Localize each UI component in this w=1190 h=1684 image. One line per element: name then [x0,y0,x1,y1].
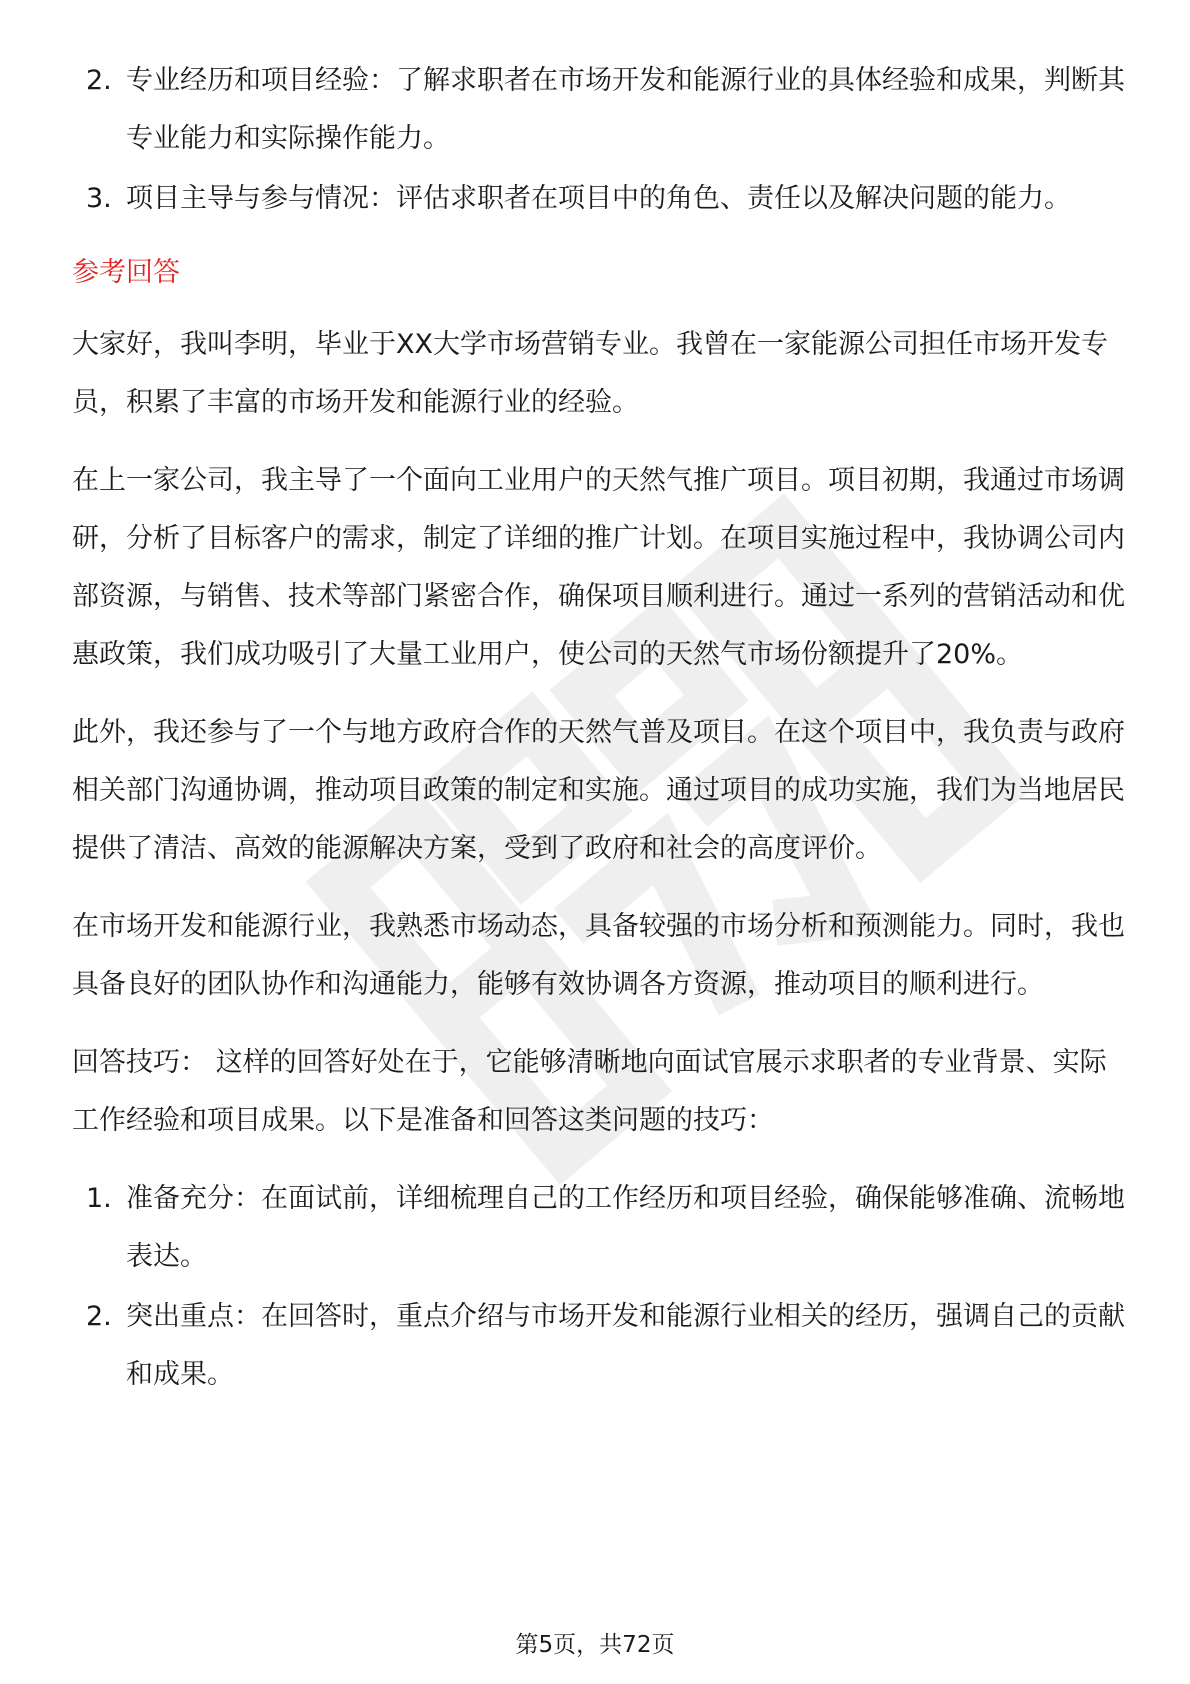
list-item [72,1288,1132,1404]
paragraph: 大家好，我叫李明，毕业于XX大学市场营销专业。我曾在一家能源公司担任市场开发专员，积累了丰富的市场开发和能源行业的经验。 [72,329,1108,418]
list-item [72,52,1132,168]
list-item-text: 突出重点：在回答时，重点介绍与市场开发和能源行业相关的经历，强调自己的贡献和成果。 [126,1301,1125,1390]
page-footer: 第5页，共72页 [515,1632,675,1658]
paragraph-answer-tips: 回答技巧： 这样的回答好处在于，它能够清晰地向面试官展示求职者的专业背景、实际工作经验和项目成果。以下是准备和回答这类问题的技巧： [72,1047,1107,1136]
tips-list [72,1170,1132,1404]
list-item [72,1170,1132,1286]
paragraph: 此外，我还参与了一个与地方政府合作的天然气普及项目。在这个项目中，我负责与政府相关部门沟通协调，推动项目政策的制定和实施。通过项目的成功实施，我们为当地居民提供了清洁、高效的能源解决方案，受到了政府和社会的高度评价。 [72,717,1125,864]
list-item [72,170,1132,228]
list-number: 3. [86,183,112,214]
list-item-text: 准备充分：在面试前，详细梳理自己的工作经历和项目经验，确保能够准确、流畅地表达。 [126,1183,1125,1272]
paragraph: 在市场开发和能源行业，我熟悉市场动态，具备较强的市场分析和预测能力。同时，我也具备良好的团队协作和沟通能力，能够有效协调各方资源，推动项目的顺利进行。 [72,911,1125,1000]
document-content [72,52,1132,1406]
list-item-text: 专业经历和项目经验：了解求职者在市场开发和能源行业的具体经验和成果，判断其专业能力和实际操作能力。 [126,65,1125,154]
list-number: 2. [86,1301,112,1332]
list-number: 2. [86,65,112,96]
list-item-text: 项目主导与参与情况：评估求职者在项目中的角色、责任以及解决问题的能力。 [126,183,1071,214]
section-heading-reference-answer: 参考回答 [72,257,180,288]
list-number: 1. [86,1183,112,1214]
paragraph: 在上一家公司，我主导了一个面向工业用户的天然气推广项目。项目初期，我通过市场调研，分析了目标客户的需求，制定了详细的推广计划。在项目实施过程中，我协调公司内部资源，与销售、技术等部门紧密合作，确保项目顺利进行。通过一系列的营销活动和优惠政策，我们成功吸引了大量工业用户，使公司的天然气市场份额提升了20%。 [72,465,1125,670]
